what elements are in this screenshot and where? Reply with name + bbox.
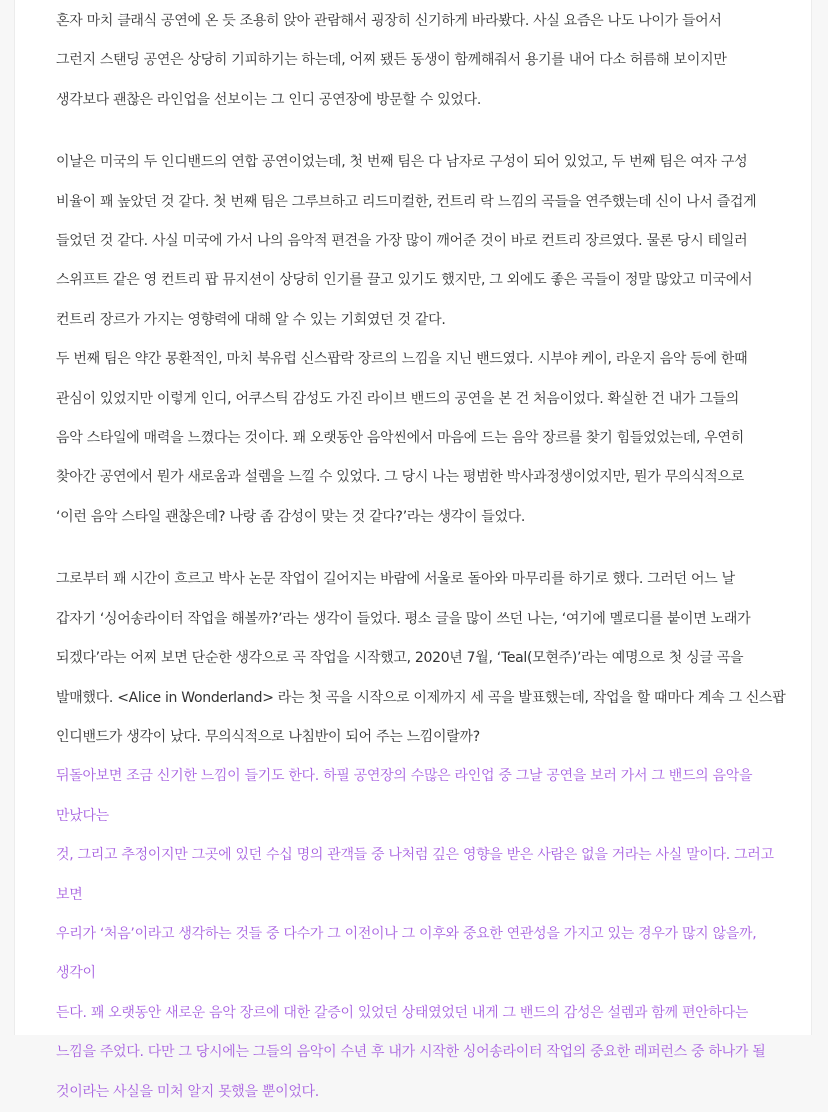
article-card <box>14 0 812 1100</box>
paragraph-first-band: 이날은 미국의 두 인디밴드의 연합 공연이었는데, 첫 번째 팀은 다 남자로 구성이 되어 있었고, 두 번째 팀은 여자 구성 비율이 꽤 높았던 것 같다. 첫 번째 팀은 그루브하고 리드미컬한, 컨트리 락 느낌의 곡들을 연주했는데 신이 나서 즐겁게 들었던 것 같다. 사실 미국에 가서 나의 음악적 편견을 가장 많이 깨어준 것이 바로 컨트리 장르였다. 물론 당시 테일러 스위프트 같은 영 컨트리 팝 뮤지션이 상당히 인기를 끌고 있기도 했지만, 그 외에도 좋은 곡들이 정말 많았고 미국에서 컨트리 장르가 가지는 영향력에 대해 알 수 있는 기회였던 것 같다. <box>56 154 757 328</box>
paragraph-spacer <box>56 537 791 560</box>
paragraph-highlight: 뒤돌아보면 조금 신기한 느낌이 들기도 한다. 하필 공연장의 수많은 라인업 중 그날 공연을 보러 가서 그 밴드의 음악을 만났다는 것, 그리고 추정이지만 그곳에 있던 수십 명의 관객들 중 나처럼 깊은 영향을 받은 사람은 없을 거라는 사실 말이다. 그러고 보면 우리가 ‘처음’이라고 생각하는 것들 중 다수가 그 이전이나 그 이후와 중요한 연관성을 가지고 있는 경우가 많지 않을까, 생각이 든다. 꽤 오랫동안 새로운 음악 장르에 대한 갈증이 있었던 상태였었던 내게 그 밴드의 감성은 설렘과 함께 편안하다는 느낌을 주었다. 다만 그 당시에는 그들의 음악이 수년 후 내가 시작한 싱어송라이터 작업의 중요한 레퍼런스 중 하나가 될 것이라는 사실을 미처 알지 못했을 뿐이었다. <box>56 768 774 1100</box>
paragraph-intro: 혼자 마치 클래식 공연에 온 듯 조용히 앉아 관람해서 굉장히 신기하게 바라봤다. 사실 요즘은 나도 나이가 들어서 그런지 스탠딩 공연은 상당히 기피하기는 하는데, 어찌 됐든 동생이 함께해줘서 용기를 내어 다소 허름해 보이지만 생각보다 괜찮은 라인업을 선보이는 그 인디 공연장에 방문할 수 있었다. <box>56 13 727 108</box>
paragraph-songwriter: 그로부터 꽤 시간이 흐르고 박사 논문 작업이 길어지는 바람에 서울로 돌아와 마무리를 하기로 했다. 그러던 어느 날 갑자기 ‘싱어송라이터 작업을 해볼까?’라는 생각이 들었다. 평소 글을 많이 쓰던 나는, ‘여기에 멜로디를 붙이면 노래가 되겠다’라는 어찌 보면 단순한 생각으로 곡 작업을 시작했고, 2020년 7월, ‘Teal(모현주)’라는 예명으로 첫 싱글 곡을 발매했다. <Alice in Wonderland> 라는 첫 곡을 시작으로 이제까지 세 곡을 발표했는데, 작업을 할 때마다 계속 그 신스팝 인디밴드가 생각이 났다. 무의식적으로 나침반이 되어 주는 느낌이랄까? <box>56 571 786 745</box>
article-body <box>56 2 791 1112</box>
paragraph-spacer <box>56 120 791 143</box>
paragraph-second-band: 두 번째 팀은 약간 몽환적인, 마치 북유럽 신스팝락 장르의 느낌을 지닌 밴드였다. 시부야 케이, 라운지 음악 등에 한때 관심이 있었지만 이렇게 인디, 어쿠스틱 감성도 가진 라이브 밴드의 공연을 본 건 처음이었다. 확실한 건 내가 그들의 음악 스타일에 매력을 느꼈다는 것이다. 꽤 오랫동안 음악씬에서 마음에 드는 음악 장르를 찾기 힘들었었는데, 우연히 찾아간 공연에서 뭔가 새로움과 설렘을 느낄 수 있었다. 그 당시 나는 평범한 박사과정생이었지만, 뭔가 무의식적으로 ‘이런 음악 스타일 괜찮은데? 나랑 좀 감성이 맞는 것 같다?’라는 생각이 들었다. <box>56 351 748 525</box>
